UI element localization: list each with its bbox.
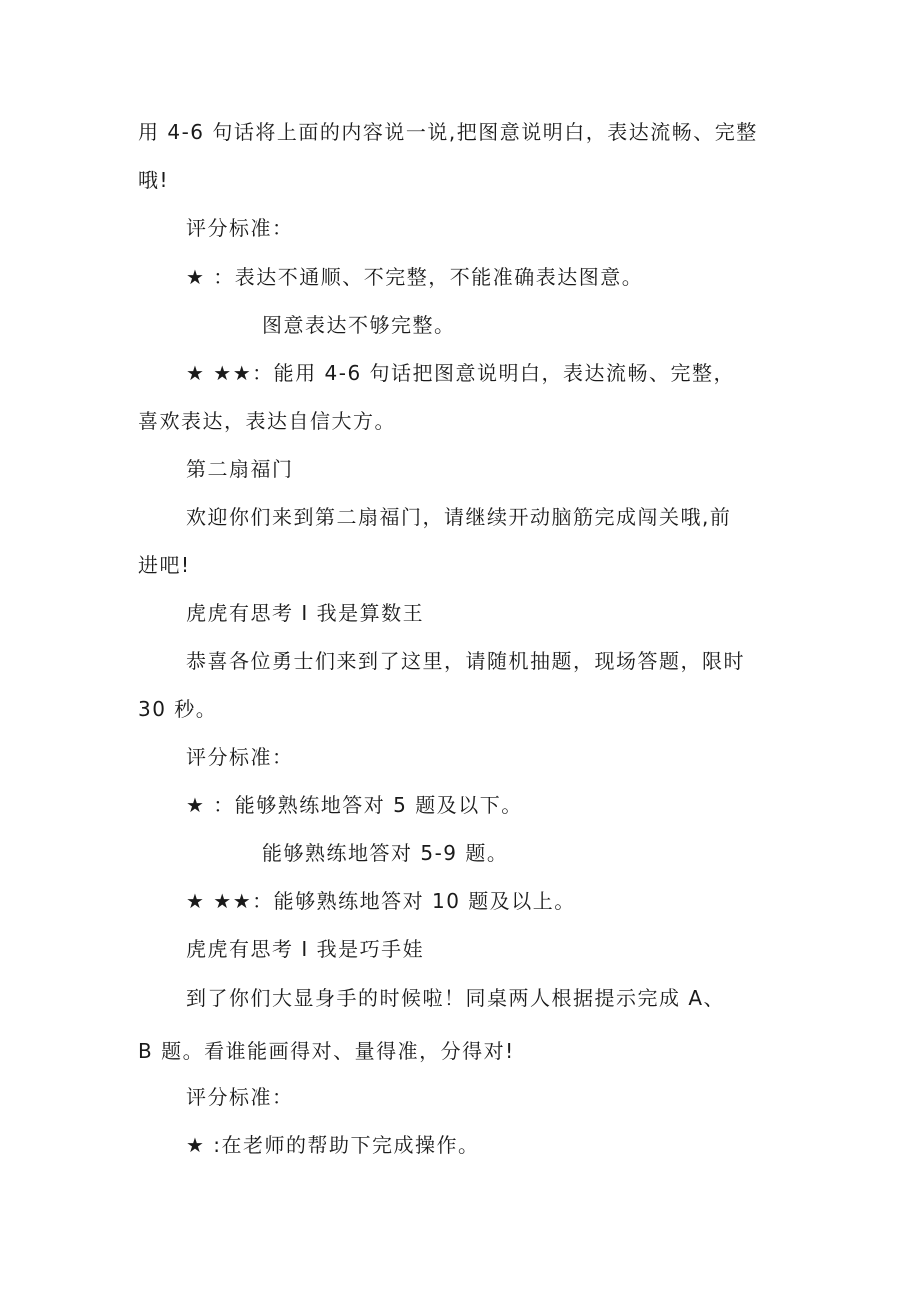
criterion-2-star: 图意表达不够完整。 — [262, 313, 456, 337]
math-criterion-3-star: ★ ★★：能够熟练地答对 10 题及以上。 — [186, 889, 576, 913]
criterion-3-star-line-2: 喜欢表达，表达自信大方。 — [138, 409, 396, 433]
activity-heading-math-king: 虎虎有思考 I 我是算数王 — [186, 601, 425, 625]
scoring-heading-1: 评分标准： — [186, 216, 294, 240]
math-paragraph-line-1: 恭喜各位勇士们来到了这里，请随机抽题，现场答题，限时 — [186, 649, 745, 673]
criterion-1-star: ★ ：表达不通顺、不完整，不能准确表达图意。 — [186, 265, 644, 289]
paragraph-intro-line-2: 哦! — [138, 168, 170, 192]
math-paragraph-line-2: 30 秒。 — [138, 697, 218, 721]
paragraph-intro-line-1: 用 4-6 句话将上面的内容说一说,把图意说明白，表达流畅、完整 — [138, 120, 758, 144]
welcome-paragraph-line-1: 欢迎你们来到第二扇福门，请继续开动脑筋完成闯关哦,前 — [186, 505, 732, 529]
section-heading-second-door: 第二扇福门 — [186, 457, 294, 481]
activity-heading-handy-kid: 虎虎有思考 I 我是巧手娃 — [186, 937, 425, 961]
welcome-paragraph-line-2: 进吧! — [138, 553, 191, 577]
handy-paragraph-line-1: 到了你们大显身手的时候啦！同桌两人根据提示完成 A、 — [186, 986, 726, 1010]
scoring-heading-2: 评分标准： — [186, 745, 294, 769]
handy-criterion-1-star: ★ :在老师的帮助下完成操作。 — [186, 1133, 480, 1157]
math-criterion-2-star: 能够熟练地答对 5-9 题。 — [262, 841, 509, 865]
handy-paragraph-line-2: B 题。看谁能画得对、量得准，分得对! — [138, 1039, 515, 1063]
math-criterion-1-star: ★ ：能够熟练地答对 5 题及以下。 — [186, 793, 523, 817]
scoring-heading-3: 评分标准： — [186, 1085, 294, 1109]
criterion-3-star-line-1: ★ ★★：能用 4-6 句话把图意说明白，表达流畅、完整， — [186, 361, 736, 385]
